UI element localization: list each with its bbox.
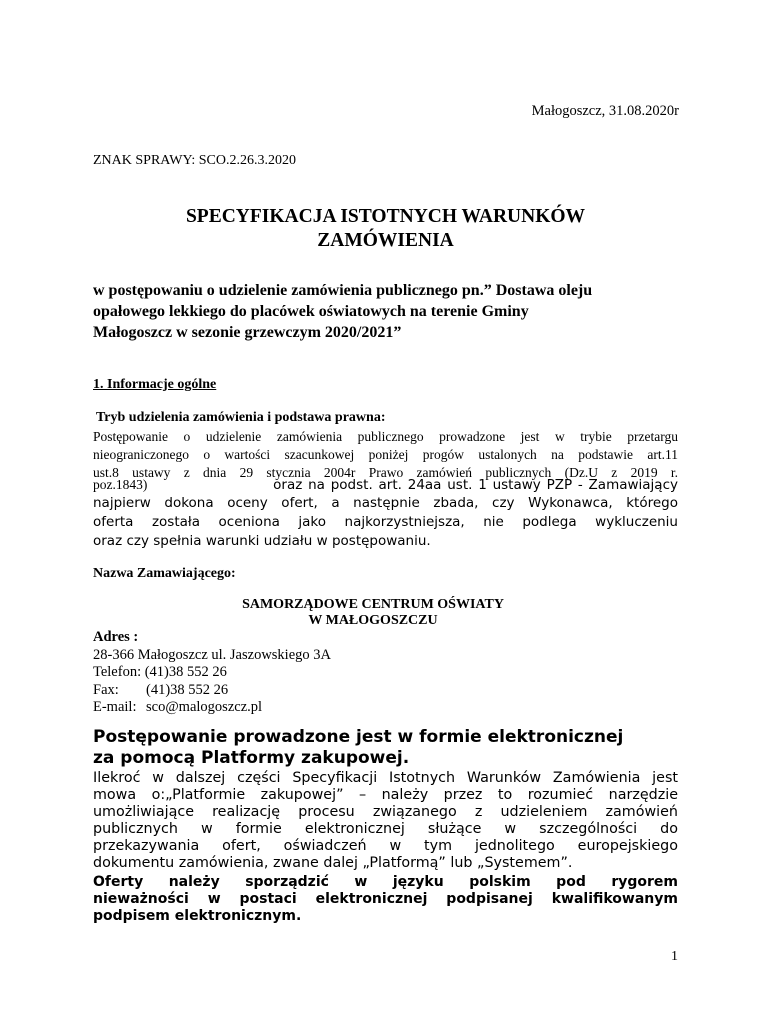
phone-value: Telefon: (41)38 552 26 xyxy=(93,664,227,680)
legal-basis-line: ust.8 ustawy z dnia 29 stycznia 2004r Prawo zamówień publicznych (Dz.U z 2019 r. xyxy=(93,465,678,480)
address-value: 28-366 Małogoszcz ul. Jaszowskiego 3A xyxy=(93,646,331,663)
offer-requirement-line: podpisem elektronicznym. xyxy=(93,908,302,924)
offer-language-requirement xyxy=(93,874,678,925)
offer-requirement-line: Oferty należy sporządzić w języku polskim pod rygorem xyxy=(93,874,678,890)
evaluation-line: najpierw dokona oceny ofert, a następnie zbada, czy Wykonawca, którego xyxy=(93,495,678,511)
fax-label: Fax: xyxy=(93,681,119,698)
address-label: Adres : xyxy=(93,629,139,645)
platform-line: dokumentu zamówienia, zwane dalej „Platformą” lub „Systemem”. xyxy=(93,855,573,871)
email-value: sco@malogoszcz.pl xyxy=(146,699,263,715)
legal-basis-line: nieograniczonego o wartości szacunkowej poniżej progów ustalonych na podstawie art.11 xyxy=(93,447,678,462)
email-row xyxy=(93,699,331,717)
platform-line: Ilekroć w dalszej części Specyfikacji Istotnych Warunków Zamówienia jest xyxy=(93,770,678,786)
platform-heading-line-2: za pomocą Platformy zakupowej. xyxy=(93,748,410,768)
fax-value: (41)38 552 26 xyxy=(146,681,229,698)
evaluation-line: oraz czy spełnia warunki udziału w postępowaniu. xyxy=(93,533,431,549)
platform-line: mowa o:„Platformie zakupowej” – należy przez to rozumieć narzędzie xyxy=(93,787,678,803)
subject-line-2: opałowego lekkiego do placówek oświatowych na terenie Gminy xyxy=(93,303,529,320)
procurement-subject xyxy=(93,280,592,343)
legal-basis-ref: poz.1843) xyxy=(93,477,148,492)
email-label: E-mail: xyxy=(93,699,137,715)
contact-details xyxy=(93,629,331,717)
platform-heading xyxy=(93,727,623,769)
procedure-mode-heading: Tryb udzielenia zamówienia i podstawa prawna: xyxy=(96,410,386,425)
contracting-authority-label: Nazwa Zamawiającego: xyxy=(93,566,236,581)
subject-line-1: w postępowaniu o udzielenie zamówienia publicznego pn.” Dostawa oleju xyxy=(93,282,593,299)
platform-line: umożliwiające realizację procesu związanego z udzieleniem zamówień xyxy=(93,804,678,820)
section-heading-general-info: 1. Informacje ogólne xyxy=(93,377,217,392)
platform-heading-line-1: Postępowanie prowadzone jest w formie elektronicznej xyxy=(93,727,624,747)
legal-basis-mixed-line xyxy=(93,475,678,495)
place-date: Małogoszcz, 31.08.2020r xyxy=(531,103,679,119)
platform-line: przekazywania ofert, oświadczeń w tym jednolitego europejskiego xyxy=(93,838,678,854)
case-number: ZNAK SPRAWY: SCO.2.26.3.2020 xyxy=(93,153,296,168)
platform-line: publicznych w formie elektronicznej służące w szczególności do xyxy=(93,821,678,837)
evaluation-text xyxy=(93,494,678,551)
offer-requirement-line: nieważności w postaci elektronicznej podpisanej kwalifikowanym xyxy=(93,891,678,907)
page-number: 1 xyxy=(671,949,678,964)
title-line-1: SPECYFIKACJA ISTOTNYCH WARUNKÓW xyxy=(185,206,586,227)
platform-definition xyxy=(93,770,678,872)
authority-name-line-1: SAMORZĄDOWE CENTRUM OŚWIATY xyxy=(242,597,504,612)
contracting-authority-name xyxy=(93,597,653,629)
title-line-2: ZAMÓWIENIA xyxy=(317,230,454,251)
subject-line-3: Małogoszcz w sezonie grzewczym 2020/2021” xyxy=(93,324,402,341)
fax-row xyxy=(93,682,331,700)
legal-basis-continuation: oraz na podst. art. 24aa ust. 1 ustawy PZP - Zamawiający xyxy=(273,477,678,493)
evaluation-line: oferta została oceniona jako najkorzystniejsza, nie podlega wykluczeniu xyxy=(93,514,678,530)
authority-name-line-2: W MAŁOGOSZCZU xyxy=(308,613,438,628)
procedure-mode-text xyxy=(93,428,678,482)
document-title xyxy=(93,205,678,253)
legal-basis-line: Postępowanie o udzielenie zamówienia publicznego prowadzone jest w trybie przetargu xyxy=(93,429,678,444)
